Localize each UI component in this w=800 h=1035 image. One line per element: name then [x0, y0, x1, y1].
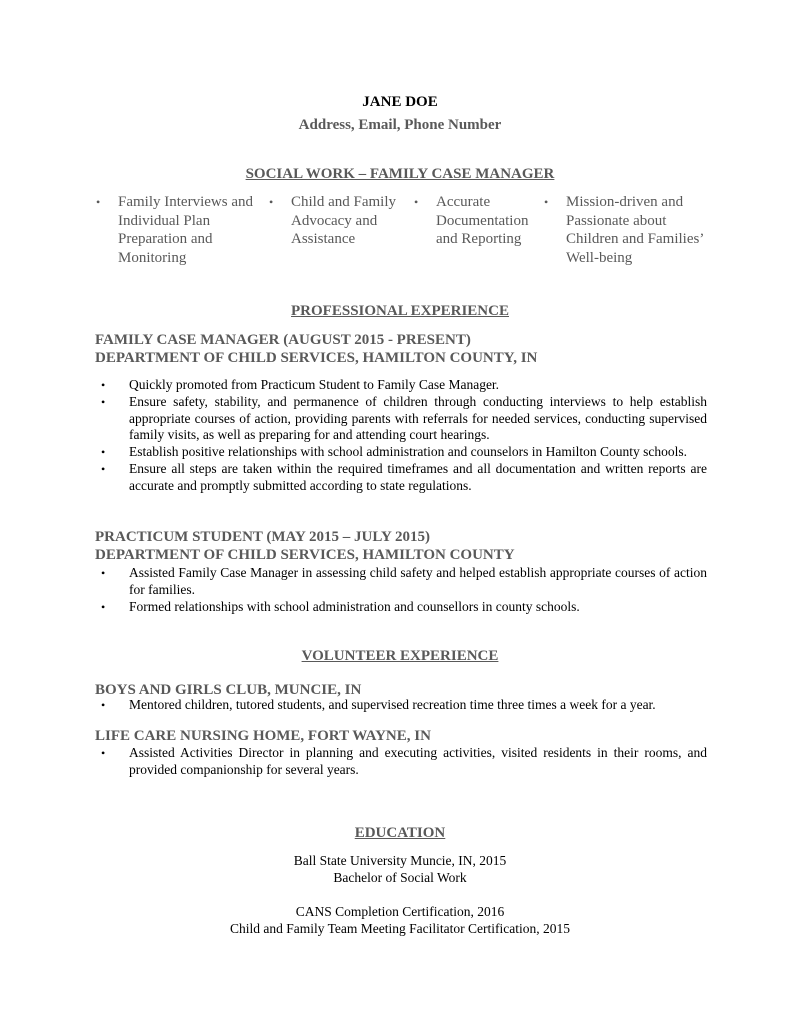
bullet-icon: • [101, 746, 106, 760]
skill-item: • Mission-driven and Passionate about Children and Families’ Well-being [544, 194, 705, 266]
certification-cft: Child and Family Team Meeting Facilitator Certification, 2015 [230, 921, 570, 936]
education-school: Ball State University Muncie, IN, 2015 [293, 853, 507, 868]
section-heading-education: EDUCATION [354, 825, 446, 841]
list-item: • Mentored children, tutored students, and supervised recreation time three times a week for a year. [101, 697, 656, 712]
job-bullet-list [95, 565, 707, 615]
job-organization: DEPARTMENT OF CHILD SERVICES, HAMILTON COUNTY [95, 547, 515, 563]
bullet-icon: • [101, 461, 106, 476]
certification-cans: CANS Completion Certification, 2016 [295, 904, 505, 919]
section-heading-experience: PROFESSIONAL EXPERIENCE [291, 303, 509, 319]
volunteer-organization: BOYS AND GIRLS CLUB, MUNCIE, IN [95, 682, 362, 698]
bullet-icon: • [101, 566, 106, 580]
bullet-icon: • [101, 378, 106, 392]
list-item: • Ensure safety, stability, and permanence of children through conducting interviews to help establish appropriate courses of action, providing parents with referrals for needed services, conducting supervised family visits, as well as preparing for and attending court hearings. [101, 393, 707, 443]
profile-title: SOCIAL WORK – FAMILY CASE MANAGER [245, 166, 555, 182]
skill-item: • Child and Family Advocacy and Assistance [269, 194, 396, 247]
volunteer-organization: LIFE CARE NURSING HOME, FORT WAYNE, IN [95, 728, 431, 744]
section-heading-volunteer: VOLUNTEER EXPERIENCE [301, 648, 499, 664]
bullet-icon: • [269, 195, 274, 209]
list-item: • Quickly promoted from Practicum Student to Family Case Manager. [101, 377, 500, 392]
bullet-icon: • [101, 599, 106, 614]
bullet-icon: • [101, 445, 106, 460]
job-title: PRACTICUM STUDENT (MAY 2015 – JULY 2015) [95, 529, 431, 545]
job-organization: DEPARTMENT OF CHILD SERVICES, HAMILTON COUNTY, IN [95, 350, 538, 366]
bullet-icon: • [544, 195, 549, 209]
skill-item: • Accurate Documentation and Reporting [414, 194, 529, 247]
list-item: • Assisted Family Case Manager in assessing child safety and helped establish appropriate courses of action for families. [101, 565, 707, 597]
list-item: • Ensure all steps are taken within the required timeframes and all documentation and written reports are accurate and promptly submitted according to state regulations. [101, 460, 707, 493]
bullet-icon: • [101, 698, 106, 712]
contact-line: Address, Email, Phone Number [298, 117, 502, 133]
candidate-name: JANE DOE [362, 94, 438, 110]
education-degree: Bachelor of Social Work [333, 870, 467, 885]
list-item: • Formed relationships with school administration and counsellors in county schools. [101, 598, 580, 614]
bullet-icon: • [96, 195, 101, 209]
skill-item: • Family Interviews and Individual Plan Preparation and Monitoring [96, 194, 253, 266]
list-item: • Assisted Activities Director in planning and executing activities, visited residents in their rooms, and provided companionship for several years. [101, 745, 707, 777]
bullet-icon: • [101, 394, 106, 409]
job-title: FAMILY CASE MANAGER (AUGUST 2015 - PRESENT) [95, 332, 471, 348]
list-item: • Establish positive relationships with school administration and counselors in Hamilton County schools. [101, 444, 687, 460]
bullet-icon: • [414, 195, 419, 209]
volunteer-bullet-list [95, 697, 707, 714]
job-bullet-list [95, 377, 707, 495]
volunteer-bullet-list [95, 745, 707, 779]
